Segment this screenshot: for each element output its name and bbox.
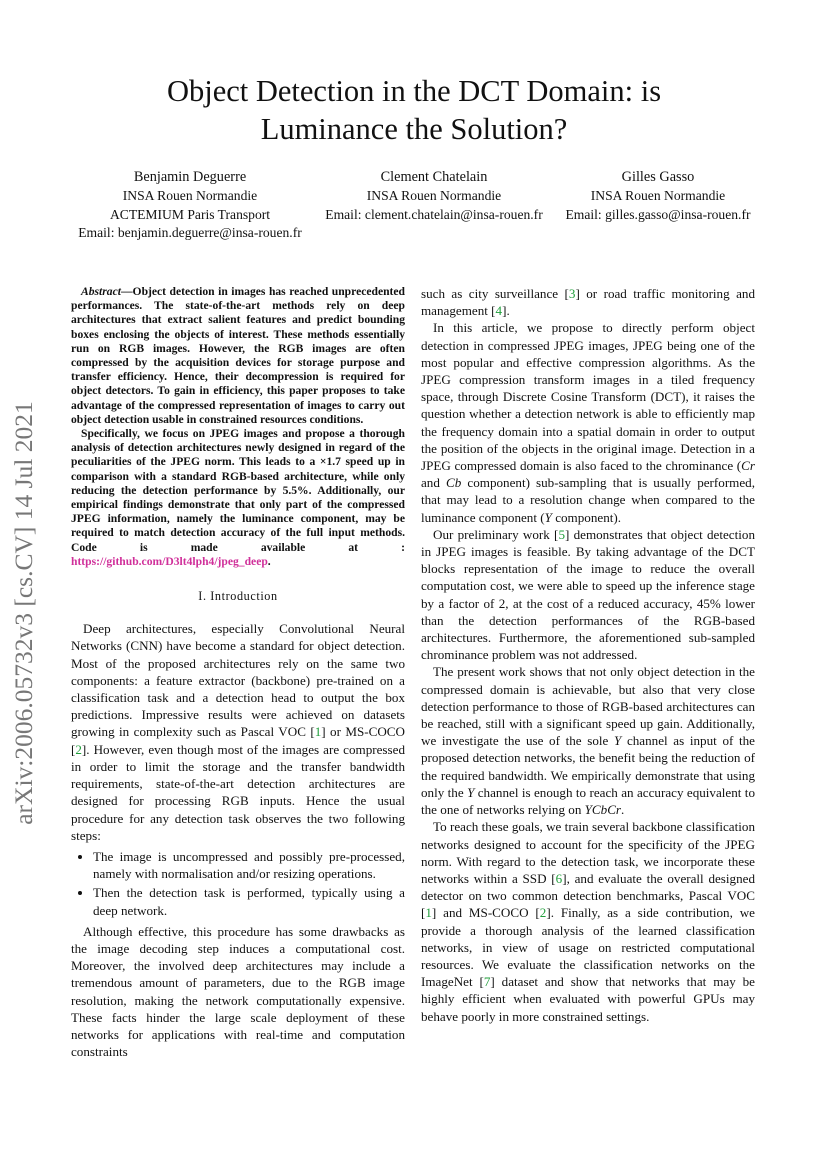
citation-link[interactable]: 1: [314, 724, 322, 740]
code-link[interactable]: https://github.com/D3lt4lph4/jpeg_deep: [71, 554, 268, 568]
paragraph: Although effective, this procedure has some drawbacks as the image decoding step induces a computational cost. Moreover, the involved deep architectures may include a tremendous amount of parameters, due to the RGB image resolution, making the network computationally expensive. These facts hinder the large scale deployment of these networks for applications with real-time and computation constraints: [71, 923, 405, 1060]
paragraph: The present work shows that not only object detection in the compressed domain is achievable, but also that very close detection performance to those of RGB-based architectures can be reached, still with a significant speed up gain. Additionally, we investigate the use of the sole Y channel as input of the proposed detection networks, the benefit being the reduction of the required bandwidth. We empirically demonstrate that using only the Y channel is enough to reach an accuracy equivalent to the one of networks relying on YCbCr.: [421, 664, 755, 818]
section-heading: I. Introduction: [198, 589, 278, 604]
citation-link[interactable]: 5: [558, 526, 565, 542]
paper-title: Object Detection in the DCT Domain: is Luminance the Solution?: [166, 74, 662, 146]
citation-link[interactable]: 2: [539, 905, 547, 921]
citation-link[interactable]: 1: [425, 905, 432, 921]
paragraph: To reach these goals, we train several backbone classification networks designed to account for the specificity of the JPEG norm. With regard to the detection task, we incorporate these networks within a SSD [6], and evaluate the overall designed detector on two common detection benchmarks, Pascal VOC [1] and MS-COCO [2]. Finally, as a side contribution, we provide a thorough analysis of the learned classification networks, in view of usage on restricted computational resources. We evaluate the classification networks on the ImageNet [7] dataset and show that networks that may be highly efficient when evaluated with powerful GPUs may behave poorly in more constrained settings.: [421, 819, 755, 1024]
citation-link[interactable]: 4: [495, 303, 503, 319]
paragraph: Our preliminary work [5] demonstrates that object detection in JPEG images is feasible. By taking advantage of the DCT blocks representation of the image to reduce the overall computation cost, we were able to speed up the inference stage by a factor of 2, at the cost of a reduced accuracy, 45% lower than the detection performances of the RGB-based architectures. Furthermore, the aforementioned sub-sampled chrominance problem was not addressed.: [421, 526, 755, 663]
list-item: • Then the detection task is performed, typically using a deep network.: [93, 884, 405, 918]
list-item: • The image is uncompressed and possibly pre-processed, namely with normalisation and/or resizing operations.: [93, 848, 405, 882]
abstract: Abstract—Object detection in images has reached unprecedented performances. The state-of-the-art methods rely on deep architectures that extract salient features and predict bounding boxes enclosing the objects of interest. These methods essentially run on RGB images. However, the RGB images are often compressed by the acquisition devices for storage purpose and transfer efficiency. Hence, their decompression is required for object detectors. To gain in efficiency, this paper proposes to take advantage of the compressed representation of images to carry out object detection usable in constrained resources conditions. Specifically, we focus on JPEG images and propose a thorough analysis of detection architectures newly designed in regard of the peculiarities of the JPEG norm. This leads to a ×1.7 speed up in comparison with a standard RGB-based architecture, while only reducing the detection performance by 5.5%. Additionally, our empirical findings demonstrate that only part of the compressed JPEG information, namely the luminance component, may be required to match detection accuracy of the full input methods. Code is made available at : https://github.com/D3lt4lph4/jpeg_deep.: [71, 285, 405, 568]
left-column: [71, 285, 405, 1060]
arxiv-stamp: arXiv:2006.05732v3 [cs.CV] 14 Jul 2021: [9, 401, 38, 825]
citation-link[interactable]: 7: [483, 974, 491, 990]
paragraph: In this article, we propose to directly perform object detection in compressed JPEG images, JPEG being one of the most popular and effective compression algorithms. As the JPEG compression transform images in a tiled frequency space, through Discrete Cosine Transform (DCT), it raises the question whether a detection network is able to efficiently map the frequency domain into a spatial domain in order to output the position of the objects in the original image. Detection in a JPEG compressed domain is also faced to the chrominance (Cr and Cb component) sub-sampling that is usually performed, that may lead to a resolution change when compared to the luminance component (Y component).: [421, 320, 755, 525]
author-1: Benjamin Deguerre INSA Rouen Normandie ACTEMIUM Paris Transport Email: benjamin.deguerre@insa-rouen.fr: [78, 169, 302, 240]
citation-link[interactable]: 6: [555, 870, 563, 886]
right-column: [421, 285, 755, 1025]
citation-link[interactable]: 3: [568, 286, 576, 301]
author-2: Clement Chatelain INSA Rouen Normandie Email: clement.chatelain@insa-rouen.fr: [325, 169, 543, 222]
author-3: Gilles Gasso INSA Rouen Normandie Email: gilles.gasso@insa-rouen.fr: [565, 169, 751, 222]
paragraph: such as city surveillance [3] or road traffic monitoring and management [4].: [421, 286, 755, 319]
steps-list: [71, 848, 405, 919]
citation-link[interactable]: 2: [75, 741, 82, 757]
paragraph: Deep architectures, especially Convolutional Neural Networks (CNN) have become a standard for object detection. Most of the proposed architectures rely on the same two components: a feature extractor (backbone) pre-trained on a classification task and a detection head to output the box predictions. Impressive results were achieved on datasets growing in complexity such as Pascal VOC [1] or MS-COCO [2]. However, even though most of the images are compressed in order to limit the storage and the transfer bandwidth requirements, state-of-the-art detection architectures are designed for processing RGB inputs. Hence the usual procedure for any detection task observes the two following steps:: [71, 621, 405, 843]
